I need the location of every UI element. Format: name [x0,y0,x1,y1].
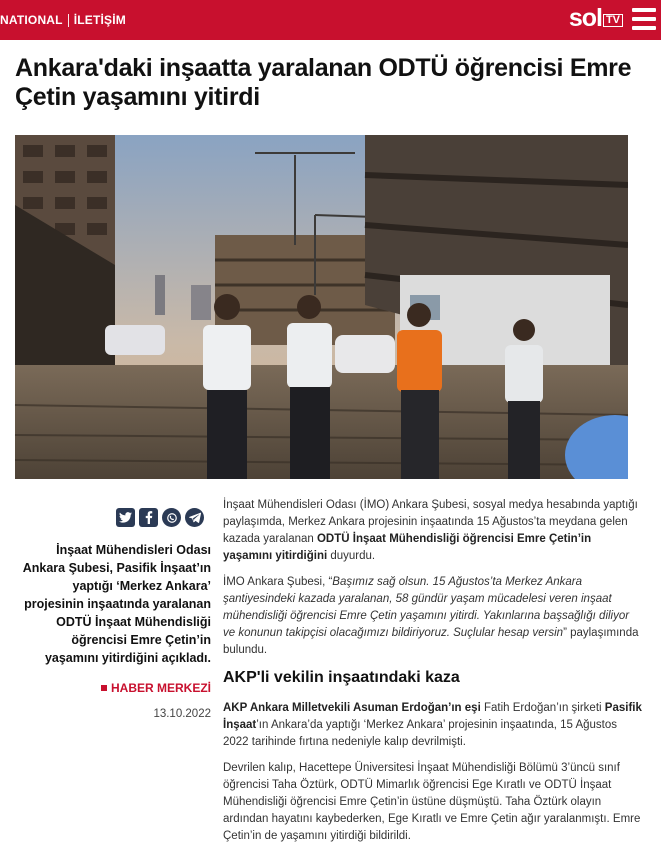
article-date: 13.10.2022 [153,708,211,720]
p3-text-b: Fatih Erdoğan’ın şirketi [480,702,605,714]
p3-text-d: ’ın Ankara’da yaptığı ‘Merkez Ankara’ projesinin inşaatında, 15 Ağustos 2022 tarihinde fırtına nedeniyle kalıp devrilmişti. [223,719,618,748]
nav-divider [68,14,69,27]
hamburger-menu-icon[interactable] [632,8,656,30]
p3-text-bold-a: AKP Ankara Milletvekili Asuman Erdoğan’ın eşi [223,702,481,714]
article-subheading: AKP'li vekilin inşaatındaki kaza [223,669,460,686]
body-paragraph-1 [223,497,643,565]
whatsapp-icon[interactable] [162,508,181,527]
article-title: Ankara'daki inşaatta yaralanan ODTÜ öğrencisi Emre Çetin yaşamını yitirdi [15,54,632,111]
p2-text-quote: Başımız sağ olsun. 15 Ağustos’ta Merkez Ankara şantiyesindeki kazada yaralanan, 58 gündür yaşam mücadelesi veren inşaat mühendisliği öğrencisi Emre Çetin yaşamını yitirdi. Yakınlarına başsağlığı diliyor ve konunun takipçisi olacağımızı bildiriyoruz. Suçlular hesap versin [223,576,630,639]
p1-text-c: duyurdu. [327,550,376,562]
article-summary: İnşaat Mühendisleri Odası Ankara Şubesi, Pasifik İnşaat’ın yaptığı ‘Merkez Ankara’ projesinin inşaatında yaralanan ODTÜ İnşaat Mühendisliği öğrencisi Emre Çetin’in yaşamını yitirdiğini açıkladı. [22,543,211,665]
top-bar [0,0,661,40]
telegram-icon[interactable] [185,508,204,527]
article-hero-image [15,135,628,479]
nav-item-international[interactable]: NATIONAL [0,13,63,27]
body-paragraph-3 [223,700,643,751]
facebook-icon[interactable] [139,508,158,527]
p3-text-bold-c: Pasifik İnşaat [223,702,642,731]
twitter-icon[interactable] [116,508,135,527]
author-marker-icon [101,685,107,691]
article-body [223,497,643,854]
body-paragraph-2 [223,574,643,659]
site-logo[interactable] [569,4,623,32]
top-nav [0,13,126,27]
logo-tv-badge: TV [603,14,623,27]
p2-text-a: İMO Ankara Şubesi, “ [223,576,333,588]
author-name: HABER MERKEZİ [110,681,211,695]
logo-text: sol [568,4,602,32]
p2-text-c: ” paylaşımında bulundu. [223,627,639,656]
nav-item-iletisim[interactable]: İLETİŞİM [73,13,126,27]
article-author[interactable] [15,681,211,695]
p1-text-a: İnşaat Mühendisleri Odası (İMO) Ankara Şubesi, sosyal medya hesabında yaptığı paylaşımda, Merkez Ankara projesinin inşaatında 15 Ağustos’ta meydana gelen kazada yaralanan [223,499,638,545]
share-buttons [116,508,204,527]
p1-text-bold: ODTÜ İnşaat Mühendisliği öğrencisi Emre Çetin’in yaşamını yitirdiğini [223,533,592,562]
body-paragraph-4: Devrilen kalıp, Hacettepe Üniversitesi İnşaat Mühendisliği Bölümü 3’üncü sınıf öğrencisi Taha Öztürk, ODTÜ Mimarlık öğrencisi Ege Kıratlı ve ODTÜ İnşaat Mühendisliği öğrencisi Emre Çetin’in üstüne düşmüştü. Taha Öztürk olayın ardından hayatını kaybederken, Ege Kıratlı ve Emre Çetin ağır yaralanmıştı. Emre Çetin’in de yaşamını yitirdiği bildirildi. [223,762,641,842]
